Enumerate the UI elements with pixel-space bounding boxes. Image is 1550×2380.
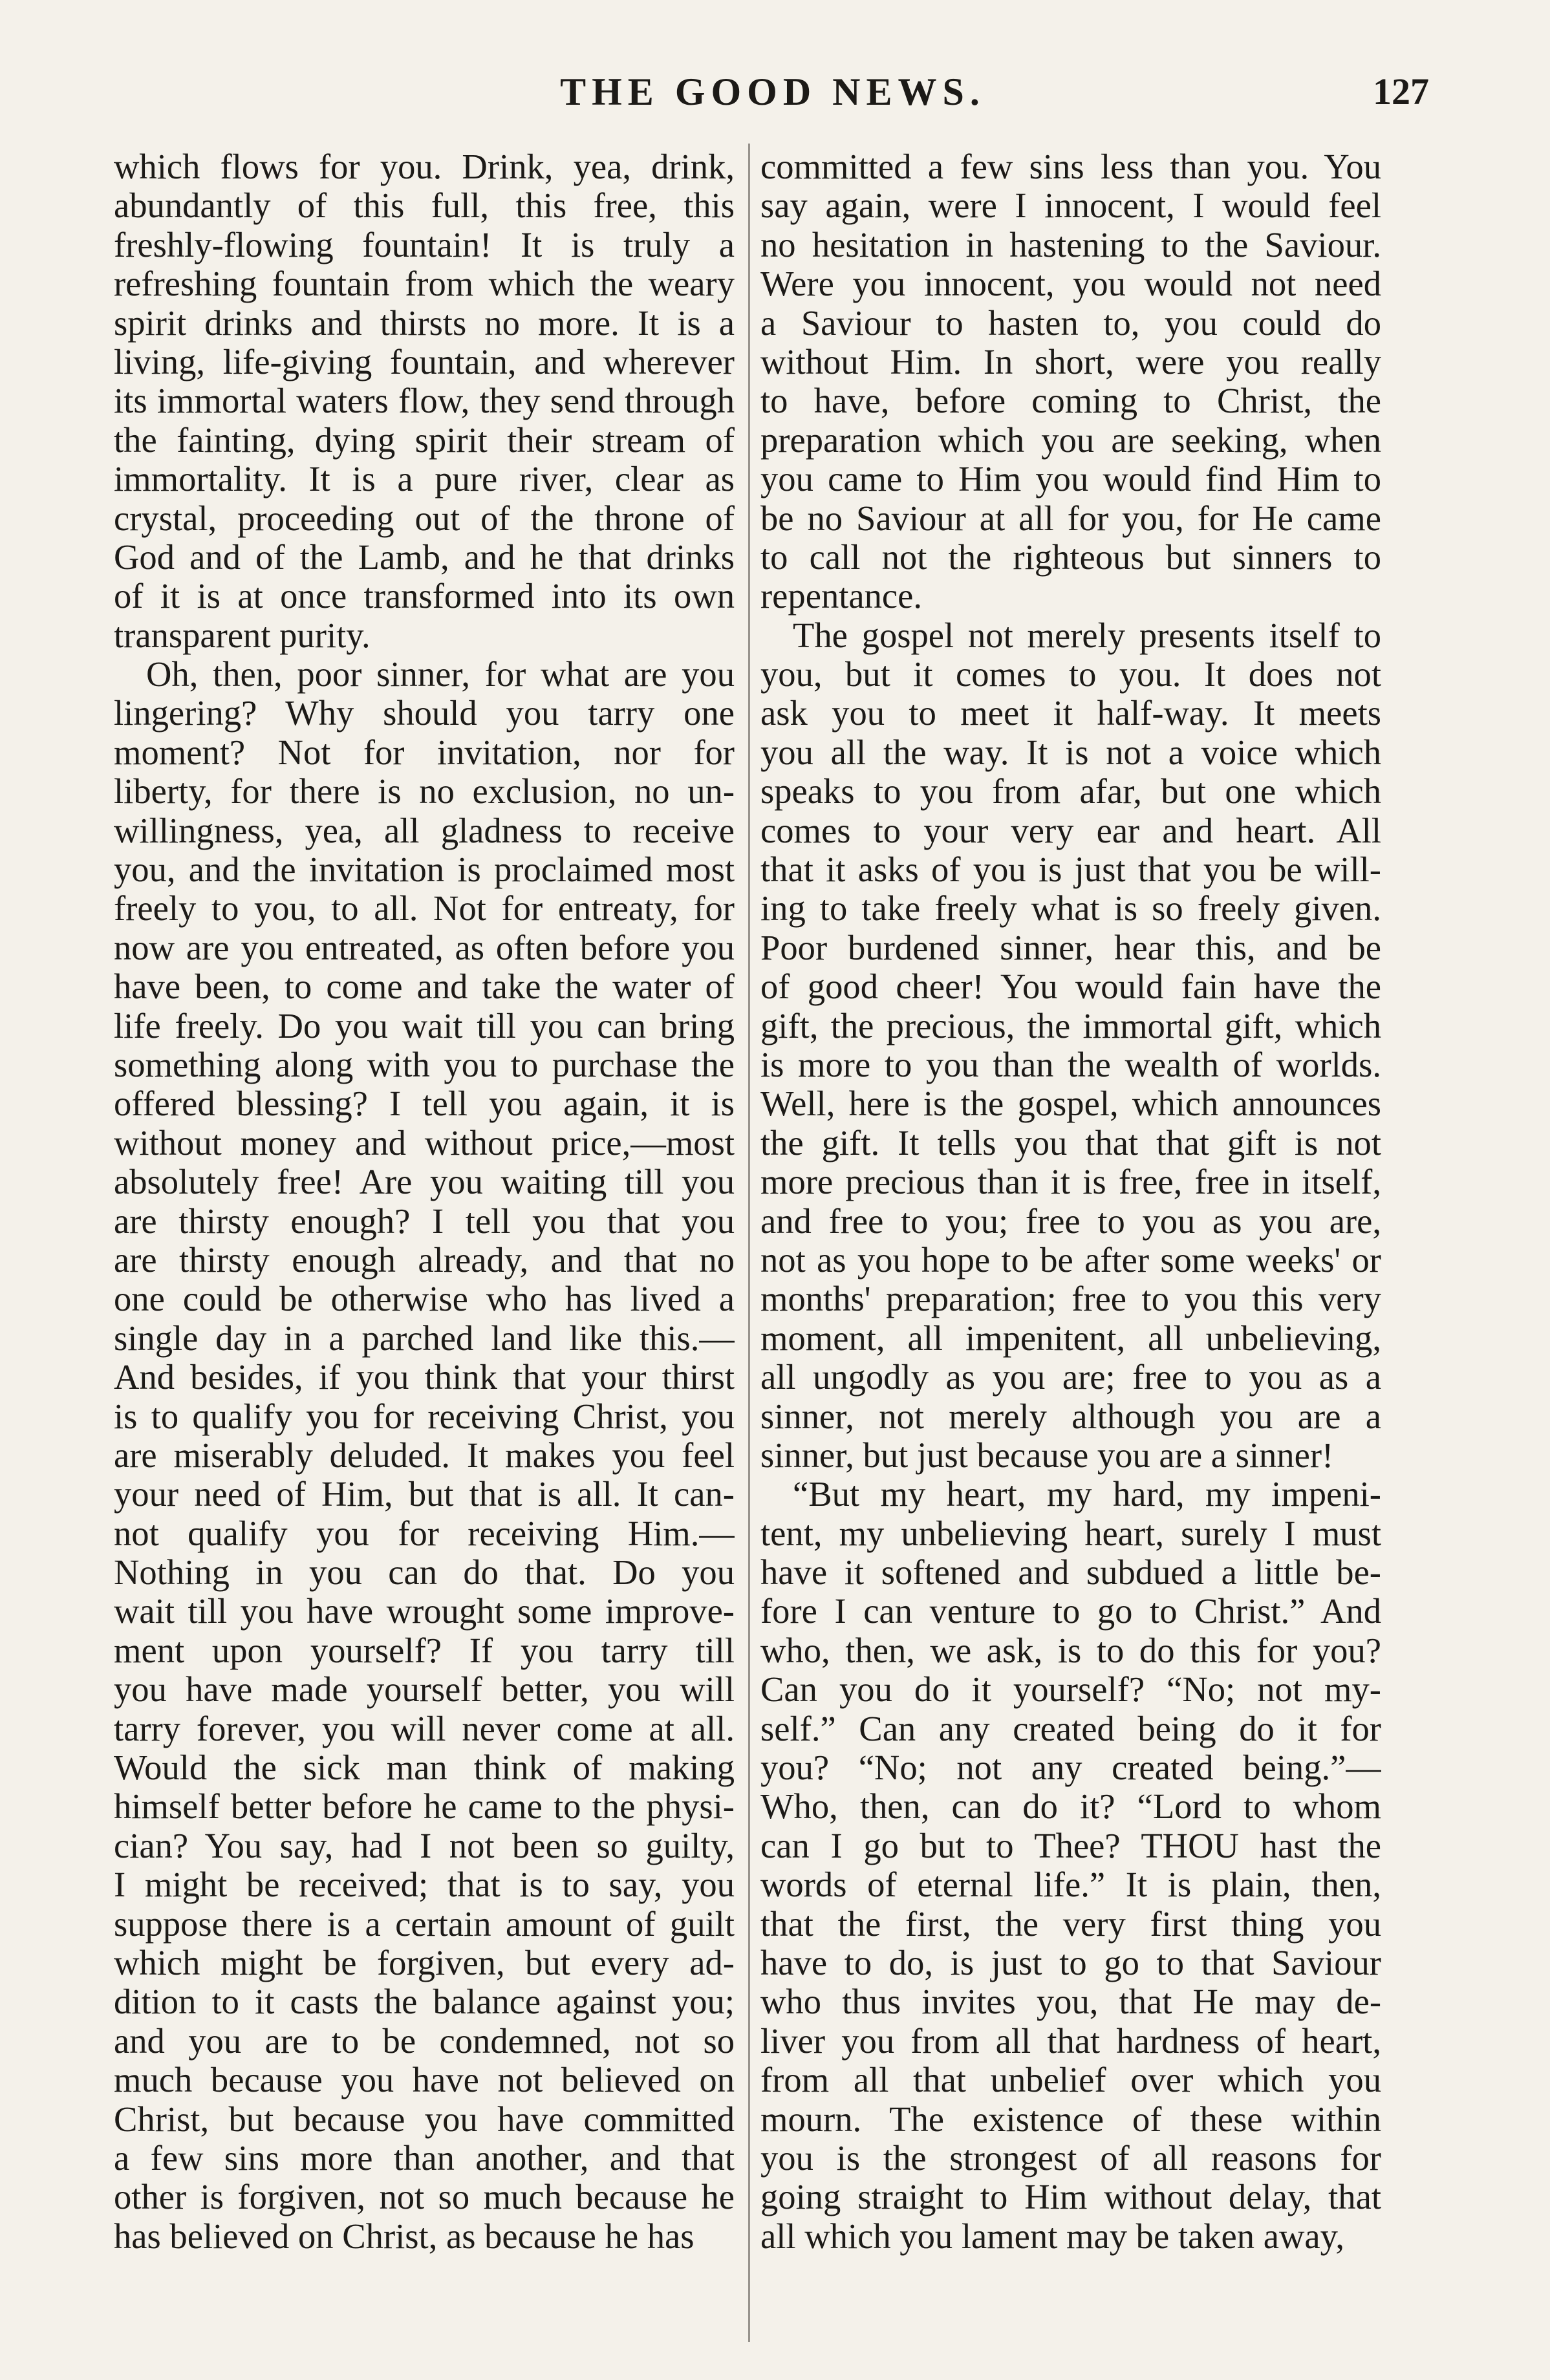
text-line: comes to your very ear and heart. All [760, 811, 1381, 850]
text-line: moment, all impenitent, all unbelieving, [760, 1318, 1381, 1358]
text-line: life freely. Do you wait till you can bring [114, 1006, 735, 1045]
text-line: willingness, yea, all gladness to receive [114, 811, 735, 850]
page-number: 127 [1373, 70, 1429, 113]
text-line: Christ, but because you have committed [114, 2099, 735, 2139]
page-header [116, 70, 1429, 128]
text-line: to have, before coming to Christ, the [760, 381, 1381, 421]
text-line: ing to take freely what is so freely given. [760, 889, 1381, 928]
text-line: without Him. In short, were you really [760, 342, 1381, 381]
column-divider [748, 144, 750, 2342]
left-column [114, 147, 735, 2256]
text-line: who thus invites you, that He may de- [760, 1982, 1381, 2022]
text-line: who, then, we ask, is to do this for you? [760, 1631, 1381, 1670]
text-line: Oh, then, poor sinner, for what are you [146, 655, 735, 694]
text-line: you, but it comes to you. It does not [760, 655, 1381, 694]
text-line: Poor burdened sinner, hear this, and be [760, 928, 1381, 967]
text-line: you have made yourself better, you will [114, 1670, 735, 1710]
text-line: himself better before he came to the physi- [114, 1787, 735, 1827]
text-line: can I go but to Thee? THOU hast the [760, 1826, 1381, 1865]
text-line: absolutely free! Are you waiting till you [114, 1163, 735, 1202]
text-line: of good cheer! You would fain have the [760, 967, 1381, 1007]
text-line: months' preparation; free to you this very [760, 1280, 1381, 1319]
text-line: a few sins more than another, and that [114, 2138, 735, 2178]
text-line: the gift. It tells you that that gift is not [760, 1123, 1381, 1163]
text-line: have been, to come and take the water of [114, 967, 735, 1007]
text-line: committed a few sins less than you. You [760, 147, 1381, 186]
text-line: that the first, the very first thing you [760, 1904, 1381, 1944]
running-title: THE GOOD NEWS. [560, 70, 985, 113]
text-line: no hesitation in hastening to the Saviour. [760, 225, 1381, 264]
text-line: words of eternal life.” It is plain, then, [760, 1865, 1381, 1905]
text-line: Were you innocent, you would not need [760, 264, 1381, 304]
text-line: you, and the invitation is proclaimed most [114, 850, 735, 890]
text-line: immortality. It is a pure river, clear as [114, 460, 735, 499]
text-line: tent, my unbelieving heart, surely I must [760, 1514, 1381, 1553]
text-line: which flows for you. Drink, yea, drink, [114, 147, 735, 186]
text-line: without money and without price,—most [114, 1123, 735, 1163]
right-column [760, 147, 1381, 2256]
text-line: gift, the precious, the immortal gift, which [760, 1006, 1381, 1045]
text-line: is to qualify you for receiving Christ, you [114, 1397, 735, 1436]
text-line: you is the strongest of all reasons for [760, 2138, 1381, 2178]
text-line: mourn. The existence of these within [760, 2099, 1381, 2139]
text-line: other is forgiven, not so much because he [114, 2178, 735, 2217]
text-line: repentance. [760, 577, 923, 616]
text-line: liver you from all that hardness of heart, [760, 2021, 1381, 2061]
text-line: moment? Not for invitation, nor for [114, 733, 735, 772]
text-line: Well, here is the gospel, which announces [760, 1084, 1381, 1124]
text-line: is more to you than the wealth of worlds. [760, 1045, 1381, 1084]
text-line: transparent purity. [114, 616, 371, 655]
text-line: self.” Can any created being do it for [760, 1709, 1381, 1748]
text-line: which might be forgiven, but every ad- [114, 1943, 735, 1982]
text-line: tarry forever, you will never come at all. [114, 1709, 735, 1748]
text-line: not qualify you for receiving Him.— [114, 1514, 735, 1553]
text-line: all which you lament may be taken away, [760, 2216, 1345, 2256]
text-line: your need of Him, but that is all. It can- [114, 1475, 735, 1514]
text-line: I might be received; that is to say, you [114, 1865, 735, 1905]
text-line: refreshing fountain from which the weary [114, 264, 735, 304]
text-line: much because you have not believed on [114, 2061, 735, 2100]
text-line: spirit drinks and thirsts no more. It is a [114, 303, 735, 343]
text-line: are miserably deluded. It makes you feel [114, 1435, 735, 1475]
text-line: crystal, proceeding out of the throne of [114, 499, 735, 538]
text-line: all ungodly as you are; free to you as a [760, 1358, 1381, 1397]
text-line: And besides, if you think that your thirst [114, 1358, 735, 1397]
text-line: one could be otherwise who has lived a [114, 1280, 735, 1319]
text-line: “But my heart, my hard, my impeni- [793, 1475, 1381, 1514]
text-line: Nothing in you can do that. Do you [114, 1553, 735, 1592]
text-line: Would the sick man think of making [114, 1748, 735, 1788]
text-line: are thirsty enough? I tell you that you [114, 1201, 735, 1241]
text-line: fore I can venture to go to Christ.” And [760, 1592, 1381, 1631]
text-line: from all that unbelief over which you [760, 2061, 1381, 2100]
text-line: has believed on Christ, as because he has [114, 2216, 694, 2256]
text-line: be no Saviour at all for you, for He came [760, 499, 1381, 538]
text-line: wait till you have wrought some improve- [114, 1592, 735, 1631]
text-line: its immortal waters flow, they send through [114, 381, 735, 421]
text-line: are thirsty enough already, and that no [114, 1240, 735, 1280]
text-line: speaks to you from afar, but one which [760, 772, 1381, 811]
text-line: offered blessing? I tell you again, it is [114, 1084, 735, 1124]
text-line: have to do, is just to go to that Saviour [760, 1943, 1381, 1982]
text-line: suppose there is a certain amount of guilt [114, 1904, 735, 1944]
text-line: more precious than it is free, free in itself, [760, 1163, 1381, 1202]
text-line: dition to it casts the balance against you; [114, 1982, 735, 2022]
text-line: liberty, for there is no exclusion, no un- [114, 772, 735, 811]
text-line: living, life-giving fountain, and wherever [114, 342, 735, 381]
text-line: cian? You say, had I not been so guilty, [114, 1826, 735, 1865]
text-line: going straight to Him without delay, that [760, 2178, 1381, 2217]
text-line: ask you to meet it half-way. It meets [760, 694, 1381, 733]
text-line: have it softened and subdued a little be- [760, 1553, 1381, 1592]
text-line: freely to you, to all. Not for entreaty, for [114, 889, 735, 928]
text-line: sinner, but just because you are a sinner! [760, 1435, 1334, 1475]
text-line: to call not the righteous but sinners to [760, 537, 1381, 577]
text-line: now are you entreated, as often before you [114, 928, 735, 967]
text-line: single day in a parched land like this.— [114, 1318, 735, 1358]
text-line: abundantly of this full, this free, this [114, 186, 735, 226]
text-line: the fainting, dying spirit their stream of [114, 420, 735, 460]
text-line: and you are to be condemned, not so [114, 2021, 735, 2061]
text-line: Can you do it yourself? “No; not my- [760, 1670, 1381, 1710]
text-line: and free to you; free to you as you are, [760, 1201, 1381, 1241]
text-line: you all the way. It is not a voice which [760, 733, 1381, 772]
text-line: sinner, not merely although you are a [760, 1397, 1381, 1436]
text-line: freshly-flowing fountain! It is truly a [114, 225, 735, 264]
text-line: you? “No; not any created being.”— [760, 1748, 1381, 1788]
text-line: God and of the Lamb, and he that drinks [114, 537, 735, 577]
text-line: of it is at once transformed into its own [114, 577, 735, 616]
text-line: not as you hope to be after some weeks' or [760, 1240, 1381, 1280]
text-line: that it asks of you is just that you be will- [760, 850, 1381, 890]
text-line: ment upon yourself? If you tarry till [114, 1631, 735, 1670]
text-line: The gospel not merely presents itself to [793, 616, 1381, 655]
text-line: preparation which you are seeking, when [760, 420, 1381, 460]
text-line: say again, were I innocent, I would feel [760, 186, 1381, 226]
text-line: something along with you to purchase the [114, 1045, 735, 1084]
text-line: you came to Him you would find Him to [760, 460, 1381, 499]
text-line: lingering? Why should you tarry one [114, 694, 735, 733]
text-line: a Saviour to hasten to, you could do [760, 303, 1381, 343]
text-line: Who, then, can do it? “Lord to whom [760, 1787, 1381, 1827]
